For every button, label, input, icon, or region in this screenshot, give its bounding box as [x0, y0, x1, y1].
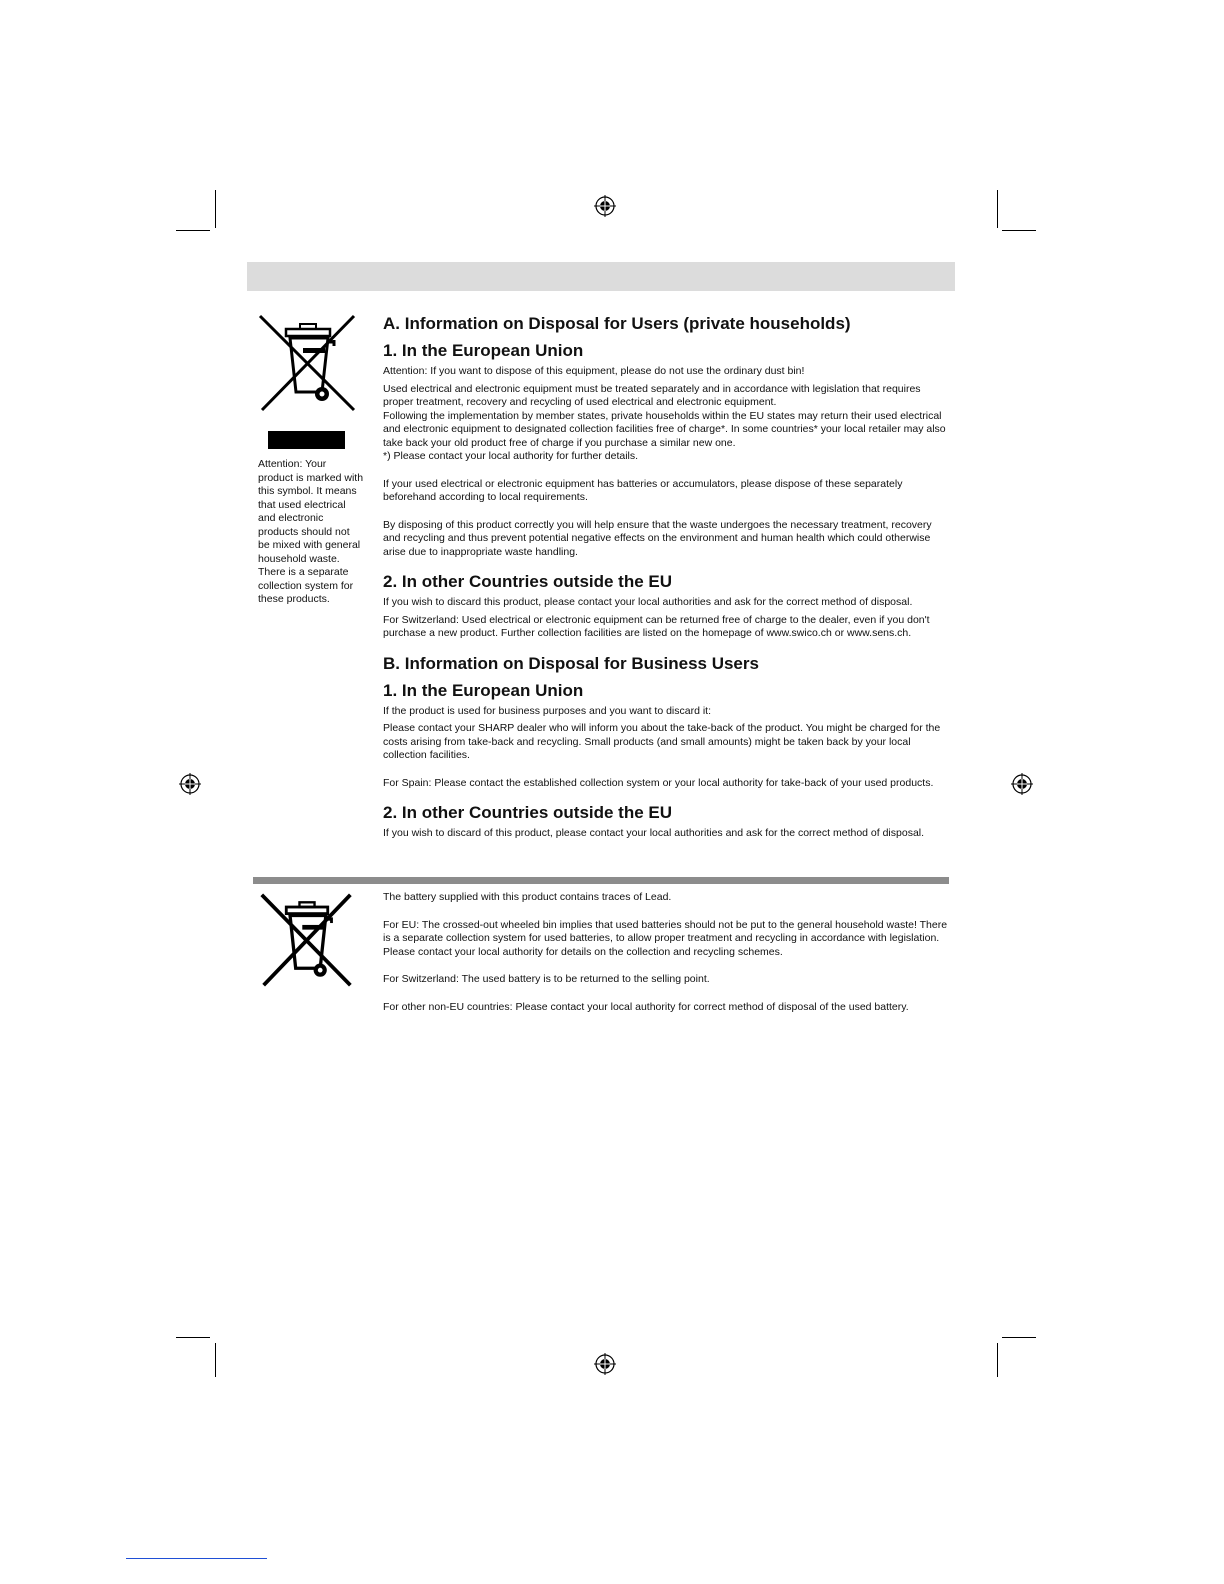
- registration-target-icon: [1011, 773, 1033, 795]
- registration-target-icon: [179, 773, 201, 795]
- section-b-other-heading: 2. In other Countries outside the EU: [383, 803, 673, 822]
- paragraph: If your used electrical or electronic equipment has batteries or accumulators, please dispose of these separately beforehand according to local requirements.: [383, 477, 903, 503]
- crossed-out-wheeled-bin-icon: [258, 891, 356, 989]
- paragraph: For EU: The crossed-out wheeled bin implies that used batteries should not be put to the general household waste! There is a separate collection system for used batteries, to allow proper treatment and recycling in accordance with legislation. Please contact your local authority for details on the collection and recycling schemes.: [383, 918, 948, 958]
- registration-target-icon: [594, 1353, 616, 1375]
- black-bar-marker: [268, 431, 345, 449]
- paragraph: For Spain: Please contact the established collection system or your local authority for take-back of your used products.: [383, 776, 934, 789]
- bottom-underline: [126, 1558, 267, 1559]
- paragraph: By disposing of this product correctly you will help ensure that the waste undergoes the necessary treatment, recovery and recycling and thus prevent potential negative effects on the environment and human health which could otherwise arise due to inappropriate waste handling.: [383, 518, 932, 558]
- section-b-title: B. Information on Disposal for Business Users: [383, 653, 759, 673]
- paragraph: For Switzerland: Used electrical or electronic equipment can be returned free of charge to the dealer, even if you don't purchase a new product. Further collection facilities are listed on the homepage of www.swico.ch or www.sens.ch.: [383, 613, 930, 639]
- paragraph: Please contact your SHARP dealer who will inform you about the take-back of the product. You might be charged for the costs arising from take-back and recycling. Small products (and small amounts) might be taken back by your local collection facilities.: [383, 722, 941, 761]
- main-content: [383, 313, 948, 845]
- paragraph: Used electrical and electronic equipment must be treated separately and in accordance with legislation that requires proper treatment, recovery and recycling of used electrical and electronic equipment. Following the implementation by member states, private households within the EU states may return their used electrical and electronic equipment to designated collection facilities free of charge*. In some countries* your local retailer may also take back your old product free of charge if you purchase a similar new one. *) Please contact your local authority for further details.: [383, 382, 946, 462]
- crop-mark: [215, 190, 216, 228]
- section-a-other-heading: 2. In other Countries outside the EU: [383, 572, 673, 591]
- crossed-out-wheeled-bin-icon: [256, 312, 360, 416]
- crop-mark: [176, 230, 210, 231]
- crop-mark: [176, 1337, 210, 1338]
- crop-mark: [1002, 230, 1036, 231]
- section-divider: [253, 877, 949, 884]
- crop-mark: [215, 1343, 216, 1377]
- side-note: Attention: Your product is marked with this symbol. It means that used electrical and electronic products should not be mixed with general household waste. There is a separate collection system for these products.: [258, 458, 364, 605]
- section-a-eu-heading: 1. In the European Union: [383, 341, 584, 360]
- header-bar: [247, 262, 955, 291]
- paragraph: If you wish to discard this product, please contact your local authorities and ask for the correct method of disposal.: [383, 596, 913, 608]
- section-b-eu-heading: 1. In the European Union: [383, 680, 584, 700]
- crop-mark: [1002, 1337, 1036, 1338]
- paragraph: If you wish to discard of this product, please contact your local authorities and ask for the correct method of disposal.: [383, 827, 925, 839]
- crop-mark: [997, 190, 998, 228]
- paragraph: For other non-EU countries: Please contact your local authority for correct method of disposal of the used battery.: [383, 1000, 909, 1013]
- registration-target-icon: [594, 195, 616, 217]
- paragraph: For Switzerland: The used battery is to be returned to the selling point.: [383, 973, 710, 985]
- crop-mark: [997, 1343, 998, 1377]
- section-a-title: A. Information on Disposal for Users (private households): [383, 314, 851, 333]
- paragraph: The battery supplied with this product contains traces of Lead.: [383, 891, 672, 903]
- paragraph: Attention: If you want to dispose of this equipment, please do not use the ordinary dust bin!: [383, 365, 805, 377]
- paragraph: If the product is used for business purposes and you want to discard it:: [383, 704, 712, 717]
- battery-content: [383, 891, 948, 1018]
